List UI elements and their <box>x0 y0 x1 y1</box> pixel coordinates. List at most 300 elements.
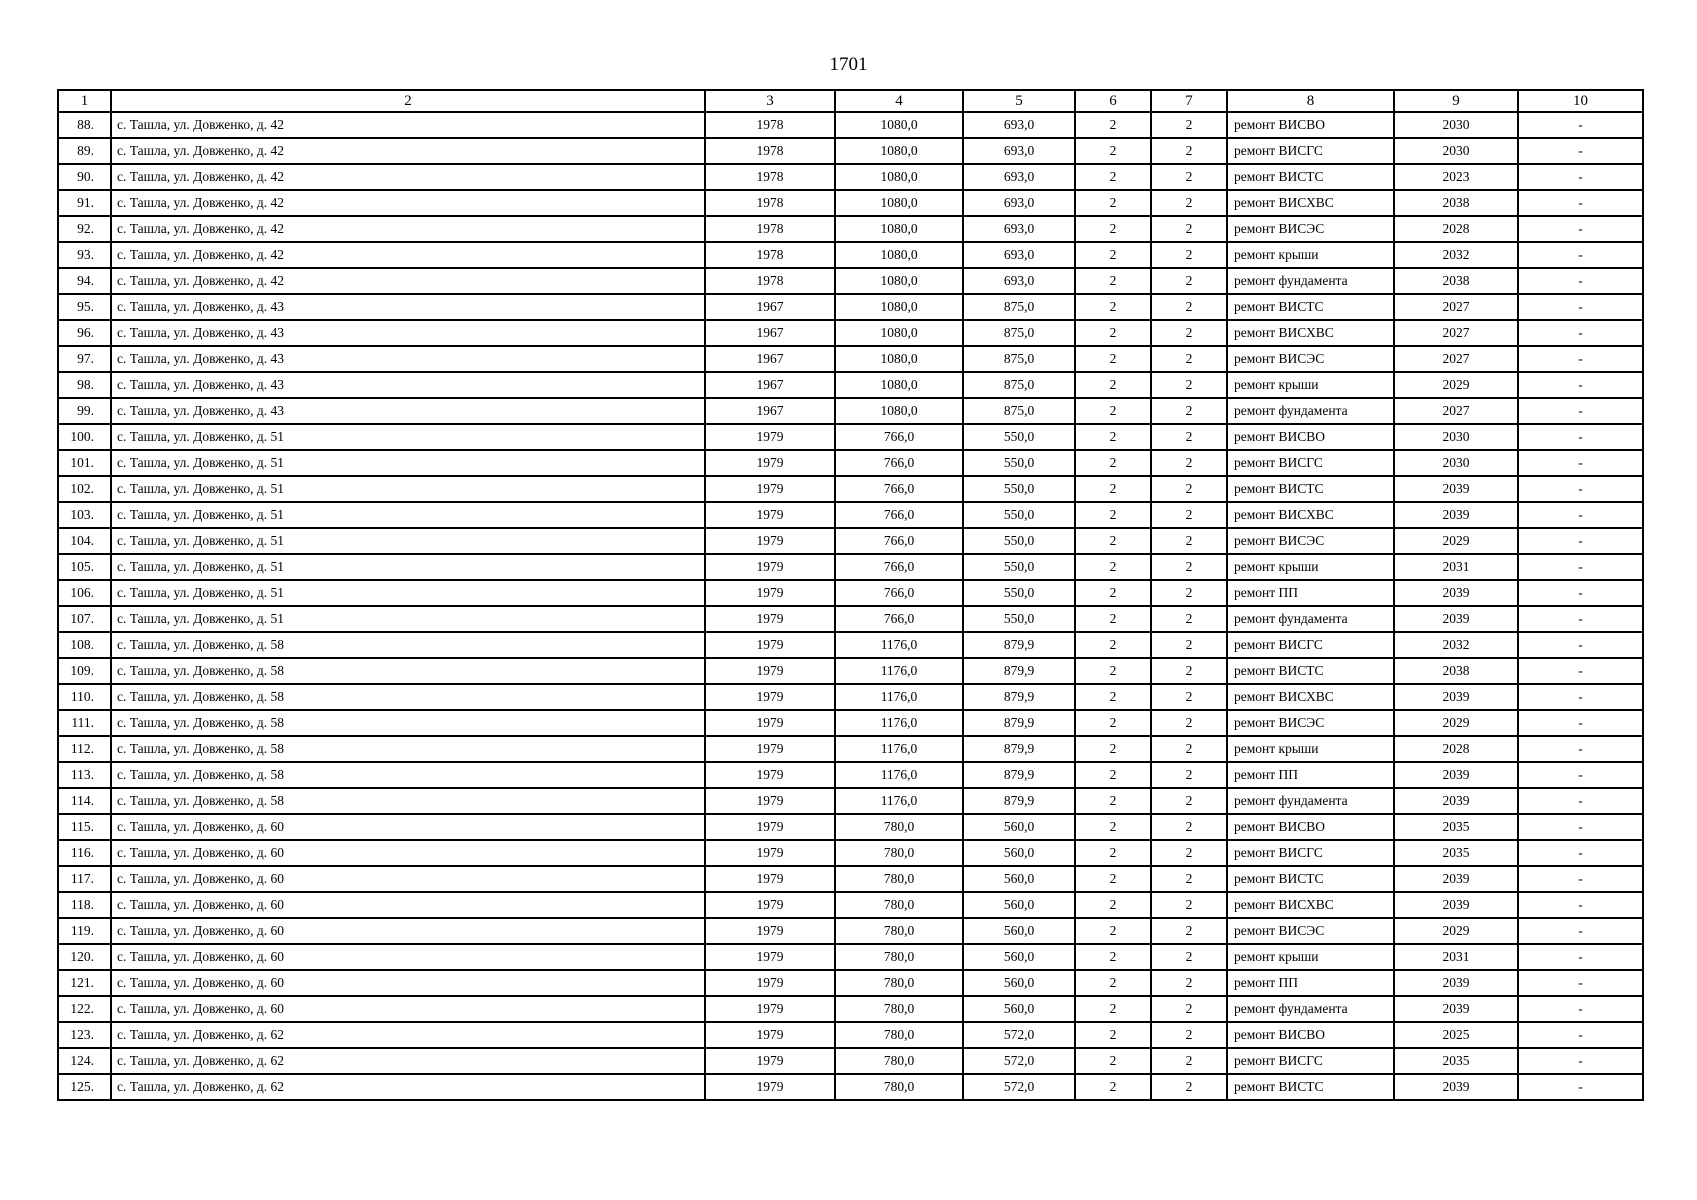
cell-living-area: 560,0 <box>963 866 1075 892</box>
cell-entrances: 2 <box>1151 450 1227 476</box>
cell-floors: 2 <box>1075 346 1151 372</box>
cell-work-type: ремонт ВИСЭС <box>1227 216 1394 242</box>
cell-floors: 2 <box>1075 1074 1151 1100</box>
cell-total-area: 766,0 <box>835 450 963 476</box>
cell-note: - <box>1518 606 1643 632</box>
cell-living-area: 875,0 <box>963 320 1075 346</box>
cell-total-area: 1176,0 <box>835 736 963 762</box>
cell-year-built: 1978 <box>705 112 835 138</box>
cell-floors: 2 <box>1075 372 1151 398</box>
cell-work-type: ремонт ВИСТС <box>1227 1074 1394 1100</box>
cell-address: с. Ташла, ул. Довженко, д. 60 <box>111 814 705 840</box>
cell-address: с. Ташла, ул. Довженко, д. 42 <box>111 112 705 138</box>
cell-entrances: 2 <box>1151 788 1227 814</box>
cell-entrances: 2 <box>1151 190 1227 216</box>
cell-total-area: 1176,0 <box>835 710 963 736</box>
cell-planned-year: 2039 <box>1394 476 1518 502</box>
table-row <box>58 580 1643 606</box>
cell-floors: 2 <box>1075 320 1151 346</box>
cell-year-built: 1979 <box>705 476 835 502</box>
table-row <box>58 762 1643 788</box>
cell-year-built: 1979 <box>705 710 835 736</box>
cell-row-number: 122. <box>58 996 111 1022</box>
cell-living-area: 550,0 <box>963 502 1075 528</box>
cell-total-area: 1080,0 <box>835 138 963 164</box>
cell-work-type: ремонт крыши <box>1227 242 1394 268</box>
cell-total-area: 766,0 <box>835 476 963 502</box>
cell-note: - <box>1518 164 1643 190</box>
cell-row-number: 89. <box>58 138 111 164</box>
cell-living-area: 550,0 <box>963 606 1075 632</box>
cell-entrances: 2 <box>1151 346 1227 372</box>
cell-year-built: 1979 <box>705 632 835 658</box>
cell-address: с. Ташла, ул. Довженко, д. 60 <box>111 970 705 996</box>
cell-floors: 2 <box>1075 424 1151 450</box>
cell-address: с. Ташла, ул. Довженко, д. 42 <box>111 138 705 164</box>
cell-year-built: 1979 <box>705 892 835 918</box>
cell-row-number: 91. <box>58 190 111 216</box>
cell-address: с. Ташла, ул. Довженко, д. 62 <box>111 1074 705 1100</box>
cell-year-built: 1967 <box>705 372 835 398</box>
cell-floors: 2 <box>1075 892 1151 918</box>
cell-work-type: ремонт ВИСЭС <box>1227 346 1394 372</box>
cell-row-number: 90. <box>58 164 111 190</box>
cell-note: - <box>1518 580 1643 606</box>
cell-floors: 2 <box>1075 1048 1151 1074</box>
cell-planned-year: 2030 <box>1394 450 1518 476</box>
cell-entrances: 2 <box>1151 840 1227 866</box>
cell-total-area: 1080,0 <box>835 112 963 138</box>
cell-planned-year: 2027 <box>1394 294 1518 320</box>
cell-year-built: 1979 <box>705 658 835 684</box>
cell-total-area: 766,0 <box>835 606 963 632</box>
table-row <box>58 632 1643 658</box>
cell-row-number: 105. <box>58 554 111 580</box>
cell-total-area: 780,0 <box>835 918 963 944</box>
cell-note: - <box>1518 1074 1643 1100</box>
cell-floors: 2 <box>1075 138 1151 164</box>
cell-living-area: 693,0 <box>963 216 1075 242</box>
cell-year-built: 1967 <box>705 294 835 320</box>
cell-entrances: 2 <box>1151 658 1227 684</box>
cell-work-type: ремонт крыши <box>1227 372 1394 398</box>
cell-total-area: 780,0 <box>835 970 963 996</box>
cell-living-area: 693,0 <box>963 138 1075 164</box>
cell-note: - <box>1518 918 1643 944</box>
table-row <box>58 840 1643 866</box>
cell-note: - <box>1518 450 1643 476</box>
cell-planned-year: 2039 <box>1394 1074 1518 1100</box>
capital-repair-table <box>57 89 1644 1101</box>
cell-note: - <box>1518 710 1643 736</box>
cell-living-area: 550,0 <box>963 450 1075 476</box>
cell-year-built: 1979 <box>705 580 835 606</box>
cell-planned-year: 2039 <box>1394 606 1518 632</box>
cell-living-area: 693,0 <box>963 112 1075 138</box>
cell-row-number: 123. <box>58 1022 111 1048</box>
column-header-3: 3 <box>705 90 835 112</box>
cell-year-built: 1979 <box>705 814 835 840</box>
cell-note: - <box>1518 658 1643 684</box>
cell-year-built: 1979 <box>705 450 835 476</box>
table-row <box>58 164 1643 190</box>
cell-living-area: 572,0 <box>963 1048 1075 1074</box>
table-row <box>58 710 1643 736</box>
cell-total-area: 1080,0 <box>835 190 963 216</box>
cell-note: - <box>1518 788 1643 814</box>
cell-year-built: 1979 <box>705 502 835 528</box>
cell-year-built: 1967 <box>705 320 835 346</box>
cell-address: с. Ташла, ул. Довженко, д. 60 <box>111 840 705 866</box>
cell-planned-year: 2039 <box>1394 502 1518 528</box>
cell-entrances: 2 <box>1151 268 1227 294</box>
cell-planned-year: 2030 <box>1394 424 1518 450</box>
cell-row-number: 118. <box>58 892 111 918</box>
cell-year-built: 1979 <box>705 424 835 450</box>
cell-year-built: 1978 <box>705 216 835 242</box>
cell-note: - <box>1518 242 1643 268</box>
cell-floors: 2 <box>1075 970 1151 996</box>
table-row <box>58 528 1643 554</box>
cell-year-built: 1979 <box>705 918 835 944</box>
table-row <box>58 372 1643 398</box>
cell-row-number: 92. <box>58 216 111 242</box>
cell-address: с. Ташла, ул. Довженко, д. 51 <box>111 580 705 606</box>
cell-living-area: 572,0 <box>963 1074 1075 1100</box>
cell-address: с. Ташла, ул. Довженко, д. 42 <box>111 164 705 190</box>
cell-row-number: 114. <box>58 788 111 814</box>
cell-work-type: ремонт ВИСВО <box>1227 1022 1394 1048</box>
cell-total-area: 766,0 <box>835 528 963 554</box>
cell-planned-year: 2025 <box>1394 1022 1518 1048</box>
cell-floors: 2 <box>1075 710 1151 736</box>
cell-entrances: 2 <box>1151 684 1227 710</box>
cell-total-area: 1080,0 <box>835 294 963 320</box>
cell-floors: 2 <box>1075 944 1151 970</box>
cell-entrances: 2 <box>1151 112 1227 138</box>
cell-living-area: 560,0 <box>963 918 1075 944</box>
cell-row-number: 112. <box>58 736 111 762</box>
cell-address: с. Ташла, ул. Довженко, д. 62 <box>111 1048 705 1074</box>
cell-work-type: ремонт ПП <box>1227 970 1394 996</box>
cell-planned-year: 2038 <box>1394 658 1518 684</box>
cell-address: с. Ташла, ул. Довженко, д. 43 <box>111 346 705 372</box>
cell-entrances: 2 <box>1151 606 1227 632</box>
cell-address: с. Ташла, ул. Довженко, д. 42 <box>111 268 705 294</box>
cell-entrances: 2 <box>1151 866 1227 892</box>
table-row <box>58 320 1643 346</box>
cell-entrances: 2 <box>1151 424 1227 450</box>
cell-living-area: 550,0 <box>963 580 1075 606</box>
cell-row-number: 121. <box>58 970 111 996</box>
cell-address: с. Ташла, ул. Довженко, д. 51 <box>111 528 705 554</box>
column-header-4: 4 <box>835 90 963 112</box>
cell-address: с. Ташла, ул. Довженко, д. 60 <box>111 944 705 970</box>
cell-address: с. Ташла, ул. Довженко, д. 60 <box>111 996 705 1022</box>
cell-address: с. Ташла, ул. Довженко, д. 51 <box>111 424 705 450</box>
table-row <box>58 684 1643 710</box>
table-row <box>58 814 1643 840</box>
cell-row-number: 100. <box>58 424 111 450</box>
cell-year-built: 1979 <box>705 762 835 788</box>
cell-note: - <box>1518 190 1643 216</box>
cell-year-built: 1978 <box>705 268 835 294</box>
cell-total-area: 1080,0 <box>835 346 963 372</box>
cell-living-area: 693,0 <box>963 268 1075 294</box>
table-row <box>58 268 1643 294</box>
cell-entrances: 2 <box>1151 918 1227 944</box>
cell-note: - <box>1518 424 1643 450</box>
cell-floors: 2 <box>1075 294 1151 320</box>
cell-planned-year: 2031 <box>1394 554 1518 580</box>
cell-address: с. Ташла, ул. Довженко, д. 51 <box>111 554 705 580</box>
cell-living-area: 879,9 <box>963 788 1075 814</box>
cell-total-area: 780,0 <box>835 1022 963 1048</box>
cell-row-number: 124. <box>58 1048 111 1074</box>
cell-planned-year: 2039 <box>1394 996 1518 1022</box>
cell-living-area: 560,0 <box>963 892 1075 918</box>
cell-address: с. Ташла, ул. Довженко, д. 60 <box>111 918 705 944</box>
cell-floors: 2 <box>1075 762 1151 788</box>
cell-row-number: 95. <box>58 294 111 320</box>
cell-row-number: 99. <box>58 398 111 424</box>
cell-floors: 2 <box>1075 814 1151 840</box>
cell-year-built: 1979 <box>705 1048 835 1074</box>
cell-planned-year: 2029 <box>1394 372 1518 398</box>
cell-floors: 2 <box>1075 268 1151 294</box>
cell-work-type: ремонт фундамента <box>1227 788 1394 814</box>
cell-total-area: 1176,0 <box>835 684 963 710</box>
table-row <box>58 658 1643 684</box>
cell-note: - <box>1518 632 1643 658</box>
cell-planned-year: 2032 <box>1394 632 1518 658</box>
cell-address: с. Ташла, ул. Довженко, д. 43 <box>111 294 705 320</box>
cell-planned-year: 2031 <box>1394 944 1518 970</box>
table-row <box>58 736 1643 762</box>
cell-work-type: ремонт ВИСТС <box>1227 164 1394 190</box>
cell-total-area: 1176,0 <box>835 788 963 814</box>
cell-planned-year: 2039 <box>1394 970 1518 996</box>
cell-year-built: 1979 <box>705 736 835 762</box>
cell-work-type: ремонт ВИСГС <box>1227 840 1394 866</box>
cell-year-built: 1978 <box>705 138 835 164</box>
cell-planned-year: 2023 <box>1394 164 1518 190</box>
cell-living-area: 875,0 <box>963 398 1075 424</box>
cell-address: с. Ташла, ул. Довженко, д. 58 <box>111 710 705 736</box>
table-row <box>58 138 1643 164</box>
table-row <box>58 996 1643 1022</box>
cell-entrances: 2 <box>1151 372 1227 398</box>
cell-row-number: 94. <box>58 268 111 294</box>
table-row <box>58 346 1643 372</box>
cell-entrances: 2 <box>1151 762 1227 788</box>
cell-entrances: 2 <box>1151 710 1227 736</box>
cell-address: с. Ташла, ул. Довженко, д. 43 <box>111 320 705 346</box>
cell-note: - <box>1518 346 1643 372</box>
cell-year-built: 1979 <box>705 970 835 996</box>
cell-address: с. Ташла, ул. Довженко, д. 58 <box>111 736 705 762</box>
cell-note: - <box>1518 112 1643 138</box>
table-row <box>58 242 1643 268</box>
cell-note: - <box>1518 554 1643 580</box>
cell-row-number: 98. <box>58 372 111 398</box>
cell-floors: 2 <box>1075 190 1151 216</box>
cell-address: с. Ташла, ул. Довженко, д. 43 <box>111 372 705 398</box>
cell-work-type: ремонт ВИСТС <box>1227 658 1394 684</box>
cell-living-area: 550,0 <box>963 554 1075 580</box>
cell-entrances: 2 <box>1151 892 1227 918</box>
cell-floors: 2 <box>1075 528 1151 554</box>
cell-row-number: 101. <box>58 450 111 476</box>
cell-floors: 2 <box>1075 112 1151 138</box>
cell-row-number: 103. <box>58 502 111 528</box>
cell-row-number: 117. <box>58 866 111 892</box>
cell-year-built: 1978 <box>705 164 835 190</box>
cell-total-area: 1176,0 <box>835 658 963 684</box>
table-row <box>58 216 1643 242</box>
cell-year-built: 1979 <box>705 1074 835 1100</box>
cell-entrances: 2 <box>1151 138 1227 164</box>
cell-living-area: 693,0 <box>963 190 1075 216</box>
table-row <box>58 398 1643 424</box>
table-row <box>58 1022 1643 1048</box>
cell-work-type: ремонт ВИСВО <box>1227 424 1394 450</box>
cell-row-number: 110. <box>58 684 111 710</box>
cell-address: с. Ташла, ул. Довженко, д. 51 <box>111 502 705 528</box>
cell-entrances: 2 <box>1151 996 1227 1022</box>
cell-planned-year: 2039 <box>1394 892 1518 918</box>
cell-note: - <box>1518 268 1643 294</box>
page-number: 1701 <box>829 54 868 75</box>
cell-total-area: 780,0 <box>835 996 963 1022</box>
cell-work-type: ремонт ВИСТС <box>1227 476 1394 502</box>
column-header-9: 9 <box>1394 90 1518 112</box>
cell-entrances: 2 <box>1151 632 1227 658</box>
cell-total-area: 1080,0 <box>835 320 963 346</box>
cell-floors: 2 <box>1075 1022 1151 1048</box>
column-header-7: 7 <box>1151 90 1227 112</box>
cell-total-area: 1080,0 <box>835 268 963 294</box>
cell-planned-year: 2039 <box>1394 684 1518 710</box>
cell-living-area: 560,0 <box>963 840 1075 866</box>
cell-year-built: 1979 <box>705 840 835 866</box>
cell-note: - <box>1518 996 1643 1022</box>
table-row <box>58 450 1643 476</box>
cell-total-area: 780,0 <box>835 1048 963 1074</box>
cell-note: - <box>1518 892 1643 918</box>
cell-row-number: 88. <box>58 112 111 138</box>
cell-planned-year: 2039 <box>1394 788 1518 814</box>
cell-row-number: 104. <box>58 528 111 554</box>
table-row <box>58 918 1643 944</box>
cell-living-area: 879,9 <box>963 684 1075 710</box>
cell-planned-year: 2028 <box>1394 216 1518 242</box>
column-header-6: 6 <box>1075 90 1151 112</box>
cell-note: - <box>1518 476 1643 502</box>
cell-note: - <box>1518 138 1643 164</box>
cell-floors: 2 <box>1075 736 1151 762</box>
cell-row-number: 102. <box>58 476 111 502</box>
cell-entrances: 2 <box>1151 242 1227 268</box>
cell-total-area: 780,0 <box>835 866 963 892</box>
column-header-8: 8 <box>1227 90 1394 112</box>
cell-planned-year: 2039 <box>1394 580 1518 606</box>
cell-row-number: 115. <box>58 814 111 840</box>
cell-note: - <box>1518 814 1643 840</box>
cell-total-area: 1080,0 <box>835 164 963 190</box>
cell-planned-year: 2039 <box>1394 762 1518 788</box>
cell-entrances: 2 <box>1151 944 1227 970</box>
cell-floors: 2 <box>1075 216 1151 242</box>
cell-entrances: 2 <box>1151 580 1227 606</box>
cell-address: с. Ташла, ул. Довженко, д. 43 <box>111 398 705 424</box>
cell-work-type: ремонт ВИСГС <box>1227 1048 1394 1074</box>
cell-year-built: 1979 <box>705 996 835 1022</box>
cell-work-type: ремонт ВИСХВС <box>1227 502 1394 528</box>
table-row <box>58 788 1643 814</box>
cell-entrances: 2 <box>1151 1048 1227 1074</box>
cell-floors: 2 <box>1075 502 1151 528</box>
cell-year-built: 1978 <box>705 242 835 268</box>
cell-planned-year: 2027 <box>1394 398 1518 424</box>
cell-living-area: 875,0 <box>963 372 1075 398</box>
cell-note: - <box>1518 502 1643 528</box>
cell-entrances: 2 <box>1151 814 1227 840</box>
cell-living-area: 693,0 <box>963 164 1075 190</box>
cell-total-area: 780,0 <box>835 892 963 918</box>
cell-living-area: 875,0 <box>963 294 1075 320</box>
table-row <box>58 944 1643 970</box>
cell-living-area: 879,9 <box>963 710 1075 736</box>
table-row <box>58 866 1643 892</box>
cell-planned-year: 2028 <box>1394 736 1518 762</box>
table-row <box>58 190 1643 216</box>
cell-work-type: ремонт ВИСГС <box>1227 632 1394 658</box>
cell-address: с. Ташла, ул. Довженко, д. 58 <box>111 632 705 658</box>
cell-work-type: ремонт фундамента <box>1227 398 1394 424</box>
cell-work-type: ремонт ВИСЭС <box>1227 918 1394 944</box>
cell-work-type: ремонт фундамента <box>1227 268 1394 294</box>
cell-living-area: 879,9 <box>963 762 1075 788</box>
cell-row-number: 107. <box>58 606 111 632</box>
cell-note: - <box>1518 372 1643 398</box>
cell-work-type: ремонт ВИСХВС <box>1227 892 1394 918</box>
column-header-1: 1 <box>58 90 111 112</box>
cell-floors: 2 <box>1075 866 1151 892</box>
cell-living-area: 572,0 <box>963 1022 1075 1048</box>
cell-floors: 2 <box>1075 684 1151 710</box>
cell-row-number: 108. <box>58 632 111 658</box>
cell-year-built: 1979 <box>705 1022 835 1048</box>
cell-note: - <box>1518 840 1643 866</box>
cell-note: - <box>1518 320 1643 346</box>
cell-address: с. Ташла, ул. Довженко, д. 58 <box>111 658 705 684</box>
cell-entrances: 2 <box>1151 164 1227 190</box>
cell-note: - <box>1518 866 1643 892</box>
cell-row-number: 120. <box>58 944 111 970</box>
cell-row-number: 113. <box>58 762 111 788</box>
cell-year-built: 1979 <box>705 528 835 554</box>
cell-floors: 2 <box>1075 242 1151 268</box>
cell-row-number: 111. <box>58 710 111 736</box>
cell-total-area: 1080,0 <box>835 398 963 424</box>
cell-entrances: 2 <box>1151 1022 1227 1048</box>
cell-floors: 2 <box>1075 788 1151 814</box>
cell-address: с. Ташла, ул. Довженко, д. 58 <box>111 684 705 710</box>
cell-address: с. Ташла, ул. Довженко, д. 51 <box>111 450 705 476</box>
cell-address: с. Ташла, ул. Довженко, д. 42 <box>111 216 705 242</box>
cell-work-type: ремонт крыши <box>1227 554 1394 580</box>
